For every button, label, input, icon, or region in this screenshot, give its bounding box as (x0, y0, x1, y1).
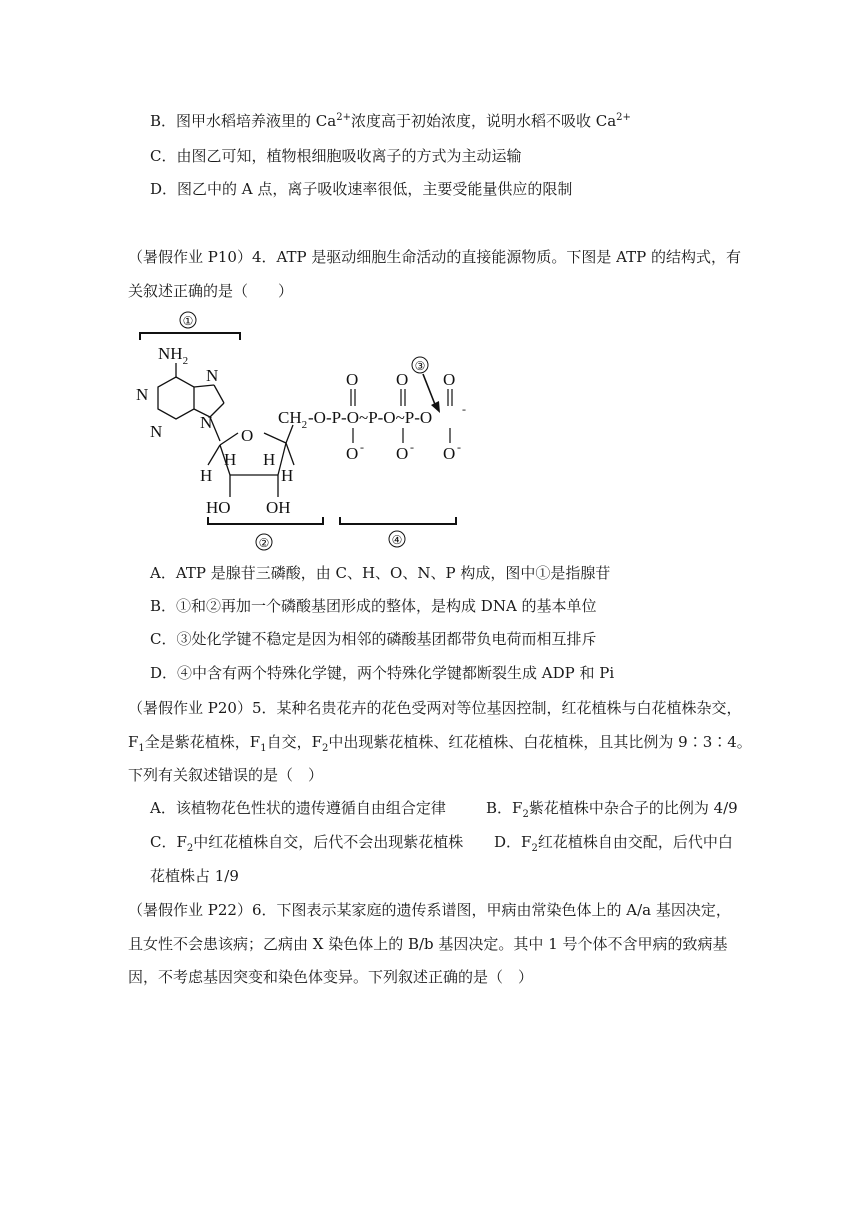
q5-stem-line2-f: F (128, 733, 139, 751)
svg-text:O: O (346, 444, 359, 463)
svg-text:O: O (443, 370, 456, 389)
ho-group: HO (206, 498, 231, 517)
adenine-ring (158, 377, 224, 441)
q5-option-d-sub: 2 (531, 843, 538, 854)
h-atom-3: H (263, 450, 276, 469)
q6-stem-line2: 且女性不会患该病；乙病由 X 染色体上的 B/b 基因决定。其中 1 号个体不含甲病的致病基 (128, 935, 728, 953)
h-atom-2: H (224, 450, 237, 469)
q4-option-d: D．④中含有两个特殊化学键，两个特殊化学键都断裂生成 ADP 和 Pi (150, 664, 615, 682)
q5-option-b-sub: 2 (522, 809, 529, 820)
q4-option-b: B．①和②再加一个磷酸基团形成的整体，是构成 DNA 的基本单位 (150, 597, 597, 615)
q3-option-b-text1: B．图甲水稻培养液里的 Ca (150, 112, 337, 130)
label-3-arrow (412, 357, 440, 413)
q5-stem-line2-sub1: 1 (138, 743, 145, 754)
q5-stem-line2-sub3: 2 (322, 743, 329, 754)
q5-stem-line2-text1: 全是紫花植株，F (144, 733, 261, 751)
q5-stem-line3: 下列有关叙述错误的是（ ） (128, 766, 324, 784)
q5-stem-line2-text2: 自交，F (266, 733, 323, 751)
label-1: ① (182, 314, 194, 328)
label-3: ③ (414, 359, 426, 373)
label-4: ④ (391, 533, 403, 547)
svg-text:O: O (346, 370, 359, 389)
q5-option-c-sub: 2 (186, 843, 194, 854)
q5-option-d (494, 832, 733, 852)
q6-stem-line3: 因，不考虑基因突变和染色体变异。下列叙述正确的是（ ） (128, 968, 534, 986)
q6-stem-line1: （暑假作业 P22）6．下图表示某家庭的遗传系谱图，甲病由常染色体上的 A/a 基因决定， (128, 901, 731, 919)
nh2-group: $NH_2$ (158, 344, 189, 367)
svg-text:-: - (457, 440, 461, 454)
n-atom-4: N (200, 413, 213, 432)
svg-text:-: - (360, 440, 364, 454)
q5-option-c-post: 中红花植株自交，后代不会出现紫花植株 (193, 833, 464, 851)
q4-option-c: C．③处化学键不稳定是因为相邻的磷酸基团都带负电荷而相互排斥 (150, 630, 597, 648)
q5-option-b (486, 798, 738, 818)
q5-option-b-post: 紫花植株中杂合子的比例为 4/9 (528, 799, 738, 817)
svg-text:O: O (396, 370, 409, 389)
q4-stem-line1: （暑假作业 P10）4．ATP 是驱动细胞生命活动的直接能源物质。下图是 ATP 的结构式，有 (128, 248, 742, 266)
label-4-bracket (340, 517, 456, 547)
q5-stem-line2-text3: 中出现紫花植株、红花植株、白花植株，且其比例为 9∶3∶4。 (328, 733, 752, 751)
q5-stem-line2 (128, 732, 752, 752)
q3-option-b (150, 111, 631, 131)
q5-option-b-pre: B．F (486, 799, 523, 817)
n-atom-1: N (136, 385, 149, 404)
q5-option-c-pre: C．F (150, 833, 187, 851)
q3-option-b-sup2: 2+ (616, 112, 631, 123)
label-2-bracket (208, 517, 323, 550)
terminal-minus: - (462, 402, 466, 416)
q5-stem-line1: （暑假作业 P20）5．某种名贵花卉的花色受两对等位基因控制，红花植株与白花植株杂交， (128, 699, 742, 717)
q3-option-c: C．由图乙可知，植物根细胞吸收离子的方式为主动运输 (150, 147, 522, 165)
q5-option-c (150, 832, 463, 852)
q4-option-a: A．ATP 是腺苷三磷酸，由 C、H、O、N、P 构成，图中①是指腺苷 (150, 564, 611, 582)
svg-text:-: - (410, 440, 414, 454)
q5-option-d-post: 红花植株自由交配，后代中白 (537, 833, 733, 851)
q5-option-d-pre: D．F (494, 833, 532, 851)
q5-option-d-cont: 花植株占 1/9 (150, 867, 239, 885)
svg-text:O: O (443, 444, 456, 463)
label-1-bracket (140, 312, 240, 340)
q3-option-d: D．图乙中的 A 点，离子吸收速率很低，主要受能量供应的限制 (150, 180, 573, 198)
n-atom-2: N (150, 422, 163, 441)
q3-option-b-sup1: 2+ (336, 112, 351, 123)
h-atom-4: H (281, 466, 294, 485)
q4-stem-line2: 关叙述正确的是（ ） (128, 282, 294, 300)
atp-structure-diagram (128, 305, 508, 555)
o-ring-atom: O (241, 426, 254, 445)
q5-stem-line2-sub2: 1 (260, 743, 267, 754)
label-2: ② (258, 536, 270, 550)
q3-option-b-text2: 浓度高于初始浓度，说明水稻不吸收 Ca (350, 112, 617, 130)
oh-group: OH (266, 498, 291, 517)
ch2-group: $CH_2$ (278, 408, 308, 431)
n-atom-3: N (206, 366, 219, 385)
phosphate-chain: -O-P-O~P-O~P-O (308, 408, 433, 427)
h-atom-1: H (200, 466, 213, 485)
q5-option-a: A．该植物花色性状的遗传遵循自由组合定律 (150, 799, 446, 817)
svg-text:O: O (396, 444, 409, 463)
